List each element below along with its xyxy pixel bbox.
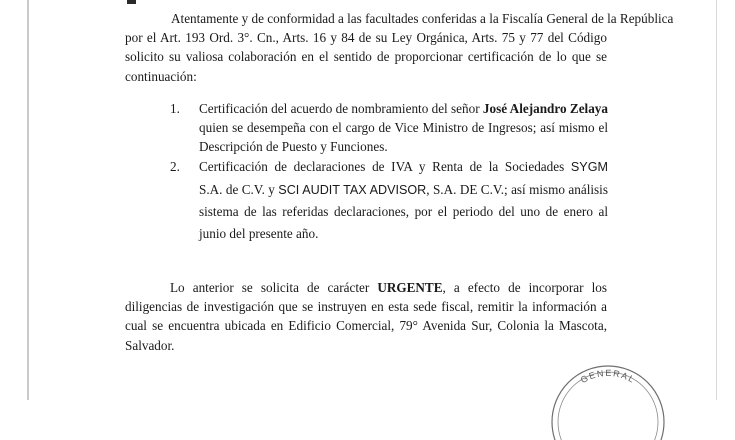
closing-line-1 — [170, 280, 607, 296]
list-item-2-line-3: sistema de las referidas declaraciones, por el periodo del uno de enero al — [199, 204, 608, 219]
closing-text: Lo anterior se solicita de carácter — [170, 280, 378, 295]
scan-mark — [127, 0, 136, 4]
list-item-1-line-3: Descripción de Puesto y Funciones. — [199, 139, 388, 154]
list-item-2-line-4: junio del presente año. — [199, 226, 319, 241]
list-item-2-text-b: S.A. de C.V. y — [199, 182, 279, 197]
list-item-2-line-1 — [199, 159, 608, 175]
list-item-2-text: Certificación de declaraciones de IVA y Renta de la Sociedades — [199, 159, 571, 174]
urgent-label: URGENTE — [377, 280, 443, 295]
list-number-1: 1. — [170, 101, 180, 116]
intro-line-4: continuación: — [125, 69, 197, 84]
closing-text-b: , a efecto de incorporar los — [442, 280, 607, 295]
official-seal — [548, 360, 668, 440]
closing-line-2: diligencias de investigación que se instruyen en esta sede fiscal, remitir la información a — [125, 299, 607, 314]
list-item-1-text: Certificación del acuerdo de nombramiento del señor — [199, 101, 483, 116]
svg-text:GENERAL — [579, 368, 637, 385]
list-number-2: 2. — [170, 159, 180, 174]
company-name-2: SCI AUDIT TAX ADVISOR — [278, 183, 427, 197]
seal-text: GENERAL — [578, 367, 638, 386]
company-name-1: SYGM — [570, 160, 608, 174]
official-name: José Alejandro Zelaya — [482, 101, 608, 116]
list-item-2-text-c: , S.A. DE C.V.; así mismo análisis — [426, 182, 608, 197]
closing-line-3: cual se encuentra ubicada en Edificio Comercial, 79° Avenida Sur, Colonia la Mascota, — [125, 318, 607, 333]
list-item-1-line-1 — [199, 101, 608, 117]
list-item-1-line-2: quien se desempeña con el cargo de Vice Ministro de Ingresos; así mismo el — [199, 120, 608, 135]
intro-line-3: solicito su valiosa colaboración en el sentido de proporcionar certificación de lo que se — [125, 49, 607, 64]
closing-line-4: Salvador. — [125, 338, 175, 353]
left-margin-line — [27, 0, 29, 400]
intro-line-1: Atentamente y de conformidad a las facultades conferidas a la Fiscalía General de la República — [171, 11, 674, 26]
right-margin-line — [716, 0, 717, 400]
intro-line-2: por el Art. 193 Ord. 3°. Cn., Arts. 16 y 84 de su Ley Orgánica, Arts. 75 y 77 del Código — [125, 30, 607, 45]
list-item-2-line-2 — [199, 182, 608, 198]
